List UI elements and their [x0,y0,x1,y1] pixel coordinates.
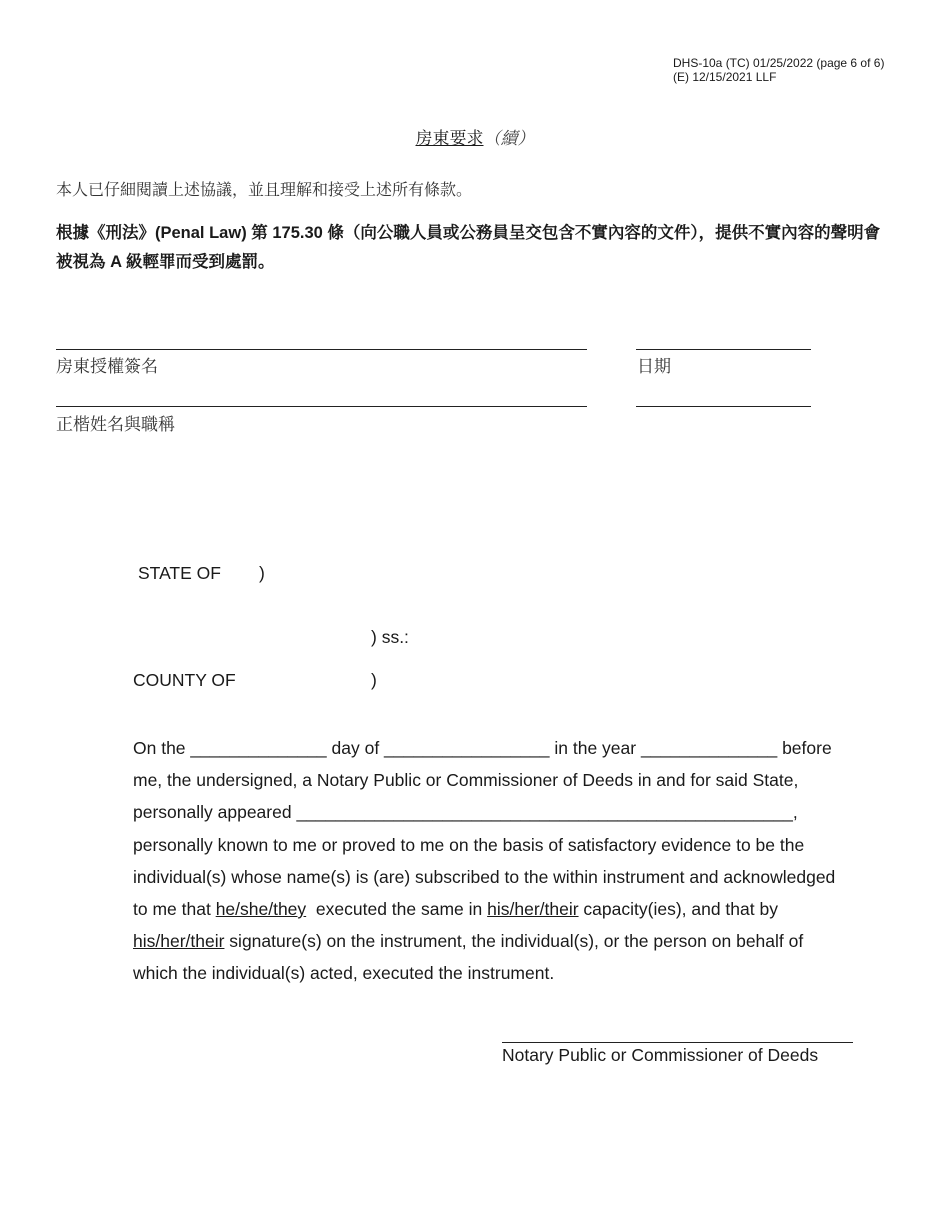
possessive-choice-1: his/her/their [487,899,579,920]
signature-label: 房東授權簽名 [56,357,158,376]
printed-name-line[interactable] [56,406,587,407]
line7-text: signature(s) on the instrument, the individual(s), or the person on behalf of [224,931,804,952]
ss-label: ) ss.: [371,627,409,647]
line6-text-a: to me that [133,899,216,920]
notary-signature-line[interactable] [502,1042,853,1043]
notary-line-2: me, the undersigned, a Notary Public or Commissioner of Deeds in and for said State, [133,770,799,791]
line6-text-c: capacity(ies), and that by [578,899,778,920]
notary-line-8: which the individual(s) acted, executed the instrument. [133,963,555,984]
line6-text-b: executed the same in [306,899,488,920]
penalty-statement: 根據《刑法》(Penal Law) 第 175.30 條（向公職人員或公務員呈交包含不實內容的文件），提供不實內容的聲明會被視為 A 級輕罪而受到處罰。 [56,224,881,271]
possessive-choice-2: his/her/their [133,931,225,952]
english-version-date: (E) 12/15/2021 LLF [673,70,777,84]
notary-line-5: individual(s) whose name(s) is (are) subscribed to the within instrument and acknowledged [133,866,836,887]
county-of-label: COUNTY OF [133,670,236,690]
notary-acknowledgment [133,732,893,990]
secondary-date-line[interactable] [636,406,811,407]
page-title [0,124,950,149]
notary-line-6 [133,893,893,925]
notary-line-4: personally known to me or proved to me on the basis of satisfactory evidence to be the [133,834,805,855]
printed-name-label: 正楷姓名與職稱 [56,415,175,434]
notary-line-7 [133,925,893,957]
notary-line-3: personally appeared ___________________________________________________, [133,802,798,823]
pronoun-choice: he/she/they [215,899,307,920]
date-line[interactable] [636,349,811,350]
state-of-label: STATE OF [138,563,221,583]
title-continued: （續） [483,129,535,148]
form-id: DHS-10a (TC) 01/25/2022 (page 6 of 6) [673,56,885,70]
notary-signature-label: Notary Public or Commissioner of Deeds [502,1045,819,1065]
notary-line-1: On the ______________ day of _________________ in the year ______________ before [133,738,832,758]
date-label: 日期 [637,357,671,376]
acknowledgement-statement: 本人已仔細閱讀上述協議，並且理解和接受上述所有條款。 [56,182,473,199]
state-paren: ) [259,563,265,583]
signature-line[interactable] [56,349,587,350]
title-main: 房東要求 [415,129,484,148]
county-paren: ) [371,670,377,690]
